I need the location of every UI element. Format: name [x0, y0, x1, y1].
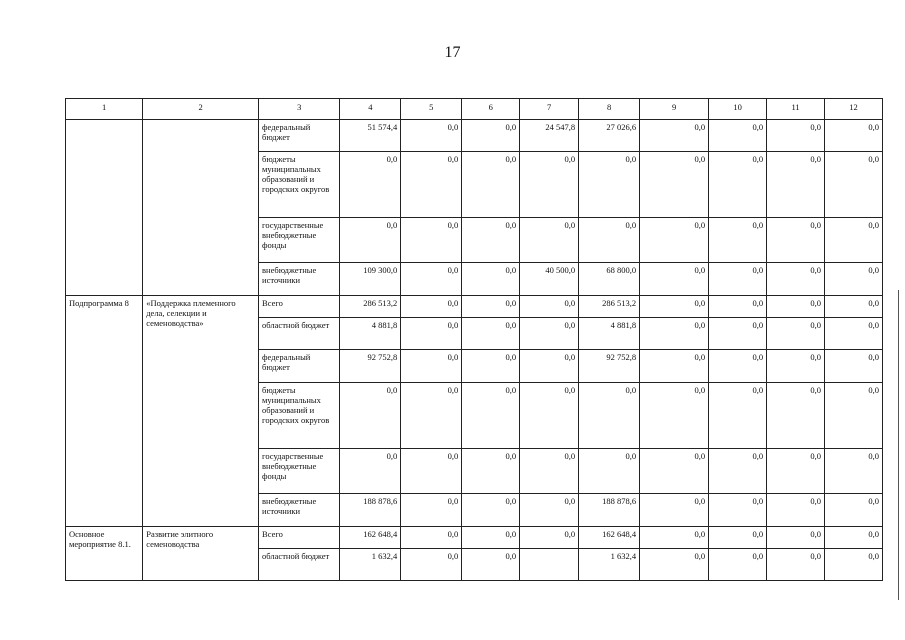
header-row — [66, 99, 883, 120]
value-cell: 0,0 — [401, 218, 462, 263]
value-cell: 0,0 — [824, 152, 882, 218]
value-cell: 0,0 — [709, 318, 767, 350]
value-cell: 0,0 — [401, 120, 462, 152]
funding-source-cell: бюджеты муниципальных образований и городских округов — [259, 152, 340, 218]
value-cell: 0,0 — [767, 120, 825, 152]
value-cell: 0,0 — [767, 263, 825, 296]
value-cell: 0,0 — [824, 263, 882, 296]
funding-source-cell: внебюджетные источники — [259, 263, 340, 296]
value-cell: 0,0 — [401, 449, 462, 494]
value-cell: 0,0 — [640, 318, 709, 350]
value-cell: 0,0 — [767, 350, 825, 383]
value-cell: 0,0 — [579, 449, 640, 494]
value-cell: 0,0 — [767, 527, 825, 549]
column-header: 3 — [259, 99, 340, 120]
value-cell: 0,0 — [709, 527, 767, 549]
column-header: 6 — [462, 99, 520, 120]
value-cell: 0,0 — [462, 218, 520, 263]
value-cell: 0,0 — [401, 350, 462, 383]
funding-source-cell: федеральный бюджет — [259, 120, 340, 152]
value-cell: 0,0 — [640, 527, 709, 549]
value-cell: 0,0 — [709, 549, 767, 581]
value-cell: 0,0 — [520, 296, 579, 318]
value-cell: 0,0 — [462, 527, 520, 549]
value-cell: 0,0 — [462, 152, 520, 218]
value-cell: 40 500,0 — [520, 263, 579, 296]
value-cell: 0,0 — [579, 383, 640, 449]
funding-source-cell: внебюджетные источники — [259, 494, 340, 527]
funding-source-cell: государственные внебюджетные фонды — [259, 218, 340, 263]
value-cell — [520, 549, 579, 581]
value-cell: 0,0 — [462, 120, 520, 152]
value-cell: 0,0 — [401, 152, 462, 218]
table-body — [66, 120, 883, 581]
funding-source-cell: Всего — [259, 527, 340, 549]
scan-edge-line — [898, 290, 899, 600]
value-cell: 188 878,6 — [579, 494, 640, 527]
value-cell: 0,0 — [340, 383, 401, 449]
value-cell: 0,0 — [401, 296, 462, 318]
program-cell — [66, 120, 143, 296]
funding-source-cell: областной бюджет — [259, 549, 340, 581]
page-number: 17 — [444, 44, 461, 61]
value-cell: 0,0 — [824, 120, 882, 152]
value-cell: 0,0 — [462, 296, 520, 318]
value-cell: 0,0 — [824, 318, 882, 350]
value-cell: 0,0 — [709, 120, 767, 152]
value-cell: 0,0 — [767, 218, 825, 263]
value-cell: 0,0 — [340, 218, 401, 263]
budget-table — [65, 98, 883, 581]
funding-source-cell: федеральный бюджет — [259, 350, 340, 383]
value-cell: 0,0 — [640, 383, 709, 449]
column-header: 12 — [824, 99, 882, 120]
value-cell: 24 547,8 — [520, 120, 579, 152]
value-cell: 0,0 — [709, 296, 767, 318]
value-cell: 0,0 — [640, 494, 709, 527]
funding-source-cell: государственные внебюджетные фонды — [259, 449, 340, 494]
value-cell: 0,0 — [520, 494, 579, 527]
value-cell: 0,0 — [824, 527, 882, 549]
value-cell: 0,0 — [401, 494, 462, 527]
value-cell: 0,0 — [340, 152, 401, 218]
value-cell: 0,0 — [462, 383, 520, 449]
value-cell: 0,0 — [824, 494, 882, 527]
value-cell: 0,0 — [462, 263, 520, 296]
value-cell: 0,0 — [520, 383, 579, 449]
table-row — [66, 120, 883, 152]
value-cell: 92 752,8 — [340, 350, 401, 383]
value-cell: 0,0 — [520, 350, 579, 383]
value-cell: 4 881,8 — [579, 318, 640, 350]
program-title-cell — [143, 120, 259, 296]
value-cell: 1 632,4 — [340, 549, 401, 581]
value-cell: 0,0 — [709, 449, 767, 494]
column-header: 5 — [401, 99, 462, 120]
value-cell: 0,0 — [709, 218, 767, 263]
value-cell: 27 026,6 — [579, 120, 640, 152]
value-cell: 0,0 — [401, 527, 462, 549]
program-title-cell: «Поддержка племенного дела, селекции и семеноводства» — [143, 296, 259, 527]
value-cell: 0,0 — [462, 318, 520, 350]
value-cell: 0,0 — [824, 296, 882, 318]
value-cell: 0,0 — [462, 494, 520, 527]
value-cell: 0,0 — [401, 318, 462, 350]
value-cell: 0,0 — [520, 152, 579, 218]
value-cell: 0,0 — [709, 152, 767, 218]
value-cell: 0,0 — [340, 449, 401, 494]
funding-source-cell: бюджеты муниципальных образований и городских округов — [259, 383, 340, 449]
program-cell: Основное мероприятие 8.1. — [66, 527, 143, 581]
value-cell: 0,0 — [401, 383, 462, 449]
column-header: 7 — [520, 99, 579, 120]
funding-source-cell: областной бюджет — [259, 318, 340, 350]
value-cell: 0,0 — [767, 549, 825, 581]
value-cell: 0,0 — [709, 383, 767, 449]
value-cell: 0,0 — [520, 449, 579, 494]
value-cell: 286 513,2 — [340, 296, 401, 318]
table-row — [66, 296, 883, 318]
value-cell: 0,0 — [579, 152, 640, 218]
column-header: 9 — [640, 99, 709, 120]
value-cell: 4 881,8 — [340, 318, 401, 350]
value-cell: 92 752,8 — [579, 350, 640, 383]
value-cell: 0,0 — [767, 449, 825, 494]
value-cell: 0,0 — [579, 218, 640, 263]
value-cell: 0,0 — [462, 449, 520, 494]
value-cell: 0,0 — [709, 494, 767, 527]
value-cell: 68 800,0 — [579, 263, 640, 296]
value-cell: 0,0 — [824, 549, 882, 581]
value-cell: 0,0 — [640, 152, 709, 218]
value-cell: 0,0 — [462, 549, 520, 581]
value-cell: 0,0 — [767, 296, 825, 318]
value-cell: 162 648,4 — [340, 527, 401, 549]
column-header: 4 — [340, 99, 401, 120]
value-cell: 109 300,0 — [340, 263, 401, 296]
program-cell: Подпрограмма 8 — [66, 296, 143, 527]
value-cell: 0,0 — [640, 449, 709, 494]
value-cell: 0,0 — [640, 218, 709, 263]
value-cell: 0,0 — [520, 318, 579, 350]
value-cell: 286 513,2 — [579, 296, 640, 318]
value-cell: 0,0 — [640, 296, 709, 318]
program-title-cell: Развитие элитного семеноводства — [143, 527, 259, 581]
value-cell: 1 632,4 — [579, 549, 640, 581]
value-cell: 0,0 — [462, 350, 520, 383]
value-cell: 188 878,6 — [340, 494, 401, 527]
value-cell: 0,0 — [824, 383, 882, 449]
value-cell: 0,0 — [767, 494, 825, 527]
column-header: 11 — [767, 99, 825, 120]
table-row — [66, 527, 883, 549]
column-header: 10 — [709, 99, 767, 120]
value-cell: 0,0 — [824, 350, 882, 383]
value-cell: 0,0 — [767, 383, 825, 449]
value-cell: 162 648,4 — [579, 527, 640, 549]
value-cell: 0,0 — [640, 120, 709, 152]
value-cell: 0,0 — [709, 350, 767, 383]
value-cell: 51 574,4 — [340, 120, 401, 152]
value-cell: 0,0 — [401, 549, 462, 581]
value-cell: 0,0 — [401, 263, 462, 296]
value-cell: 0,0 — [640, 549, 709, 581]
value-cell: 0,0 — [640, 263, 709, 296]
value-cell: 0,0 — [767, 152, 825, 218]
value-cell: 0,0 — [520, 527, 579, 549]
column-header: 2 — [143, 99, 259, 120]
column-header: 1 — [66, 99, 143, 120]
value-cell: 0,0 — [824, 449, 882, 494]
value-cell: 0,0 — [520, 218, 579, 263]
value-cell: 0,0 — [640, 350, 709, 383]
column-header: 8 — [579, 99, 640, 120]
value-cell: 0,0 — [767, 318, 825, 350]
funding-source-cell: Всего — [259, 296, 340, 318]
value-cell: 0,0 — [824, 218, 882, 263]
value-cell: 0,0 — [709, 263, 767, 296]
